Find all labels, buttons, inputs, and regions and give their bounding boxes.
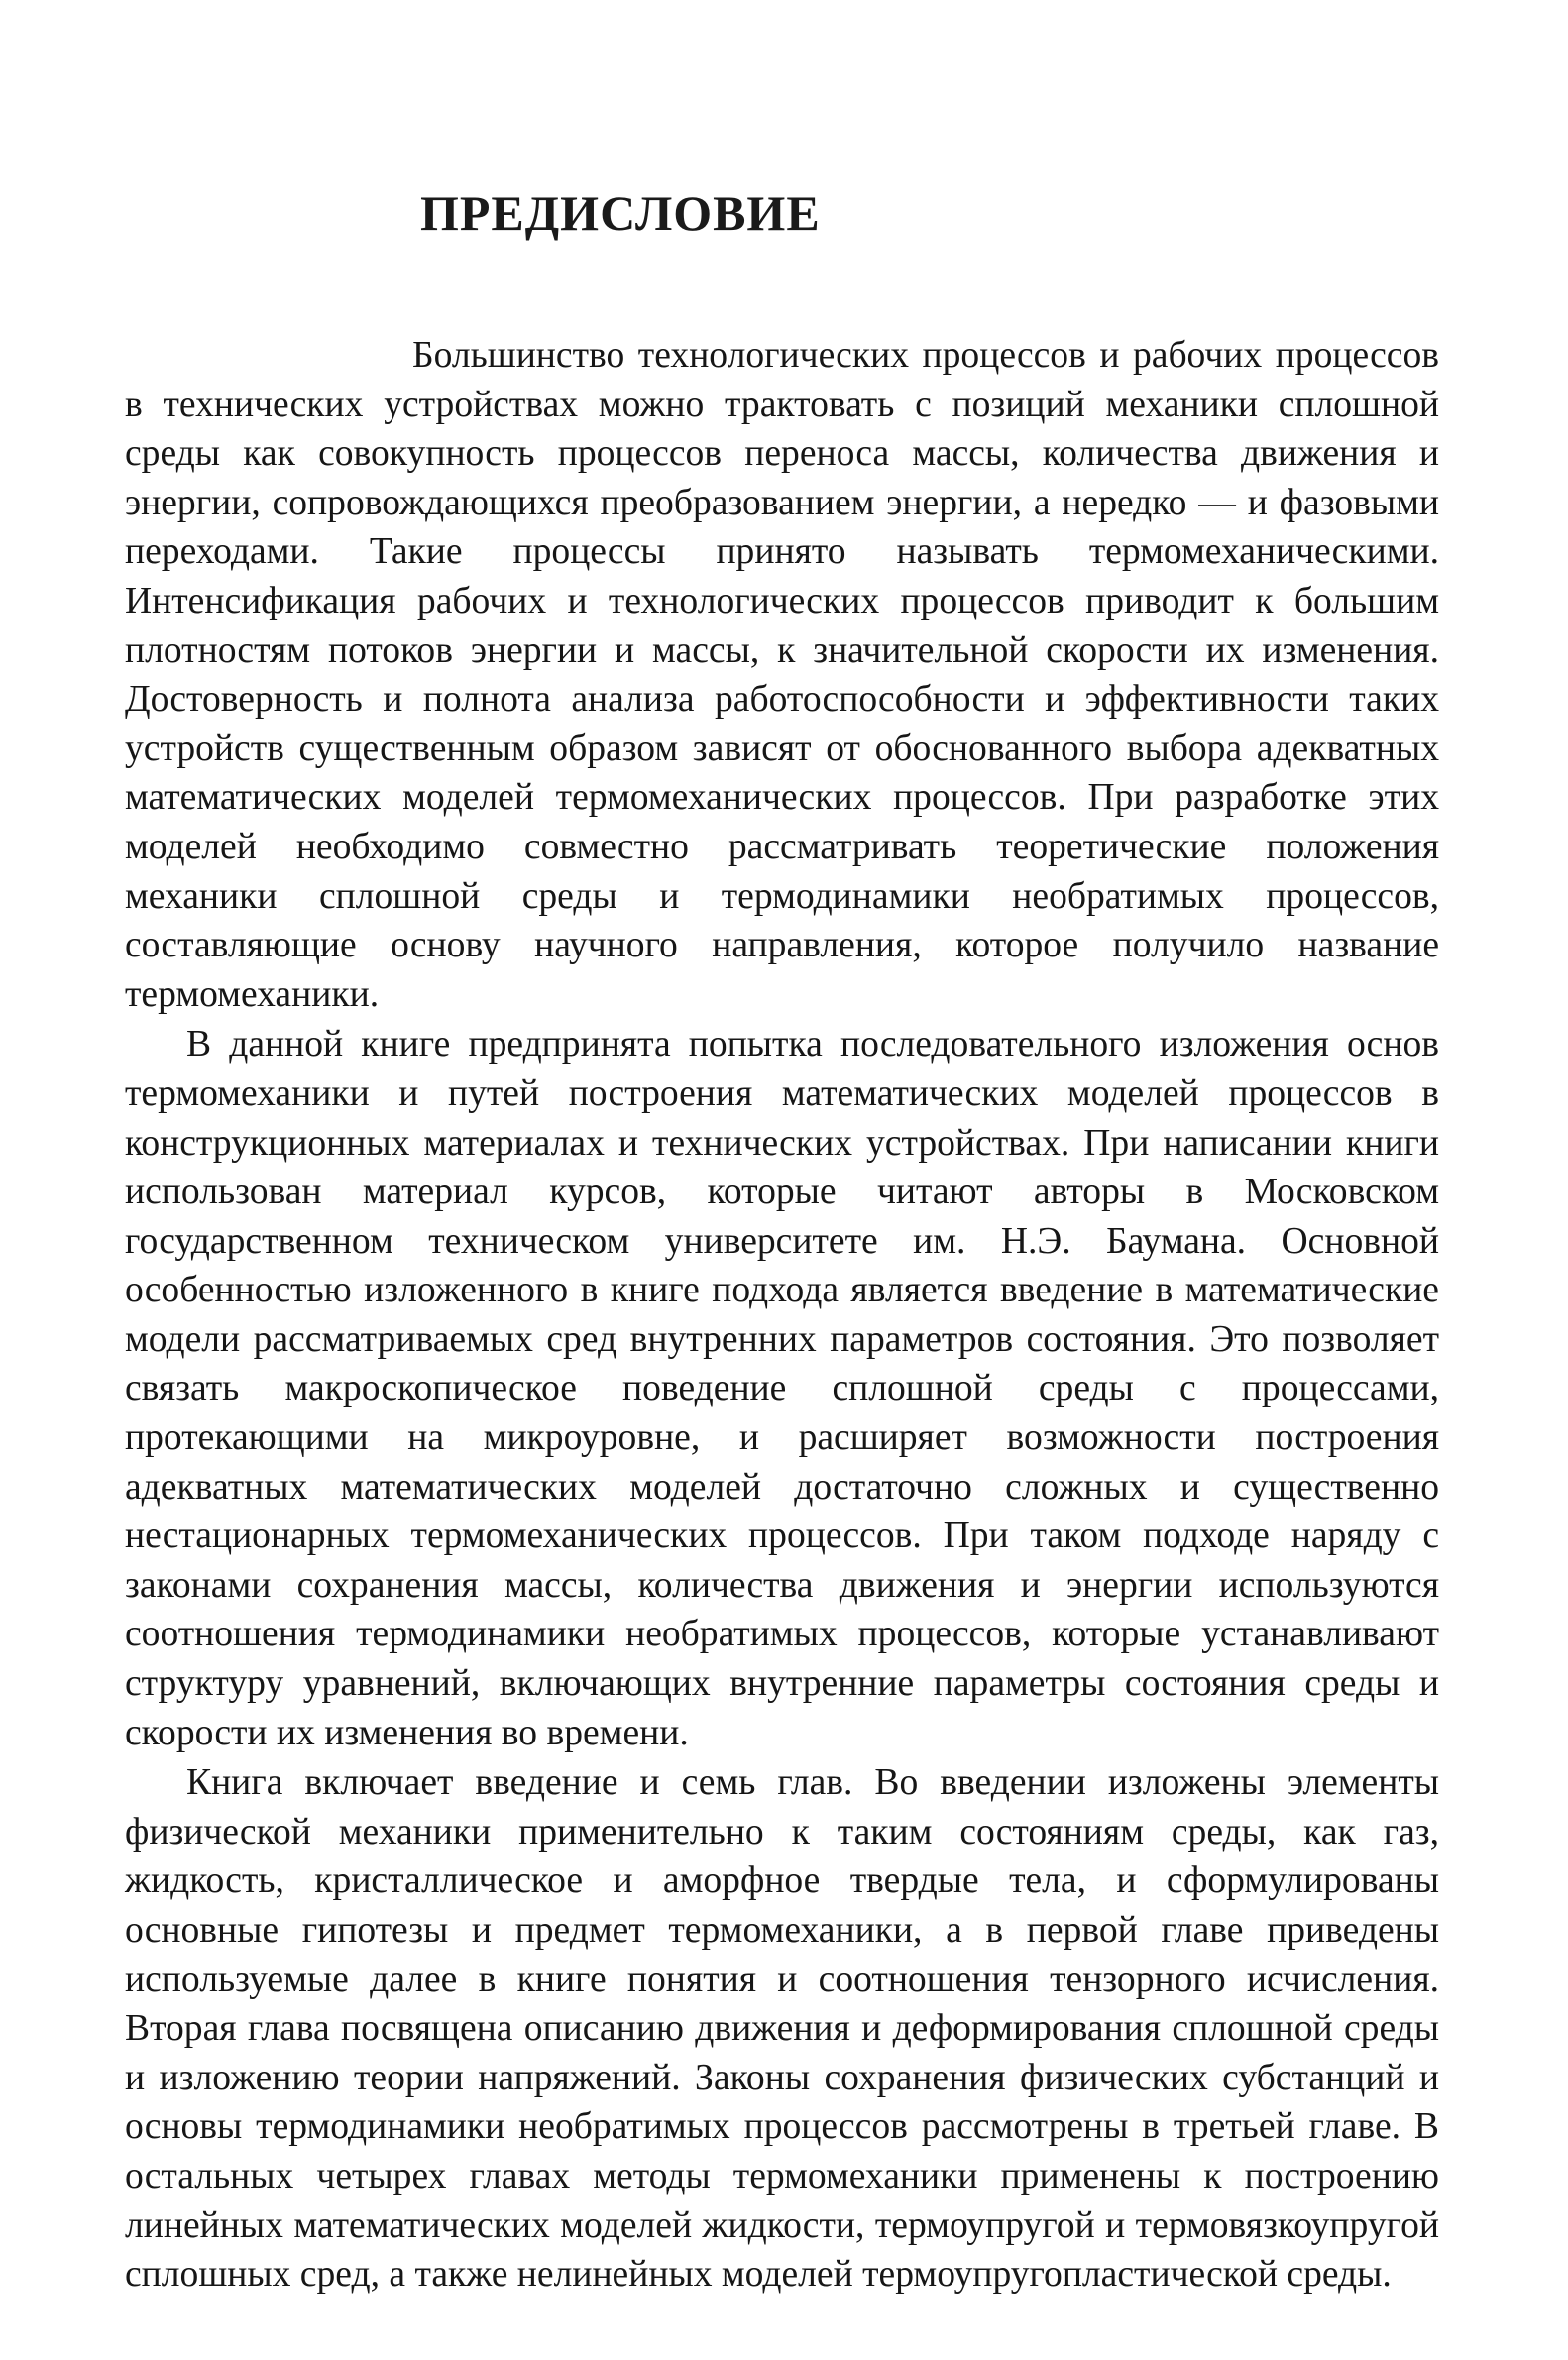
paragraph-3: Книга включает введение и семь глав. Во введении изложены элементы физической механики применительно к таким состояниям среды, как газ, жидкость, кристаллическое и аморфное твердые тела, и сформулированы основные гипотезы и предмет термомеханики, а в первой главе приведены используемые далее в книге понятия и соотношения тензорного исчисления. Вторая глава посвящена описанию движения и деформирования сплошной среды и изложению теории напряжений. Законы сохранения физических субстанций и основы термодинамики необратимых процессов рассмотрены в третьей главе. В остальных четырех главах методы термомеханики применены к построению линейных математических моделей жидкости, термоупругой и термовязкоупругой сплошных сред, а также нелинейных моделей термоупругопластической среды.: [125, 1762, 1439, 2296]
paragraph-2: В данной книге предпринята попытка последовательного изложения основ термомеханики и путей построения математических моделей процессов в конструкционных материалах и технических устройствах. При написании книги использован материал курсов, которые читают авторы в Московском государственном техническом университете им. Н.Э. Баумана. Основной особенностью изложенного в книге подхода является введение в математические модели рассматриваемых сред внутренних параметров состояния. Это позволяет связать макроскопическое поведение сплошной среды с процессами, протекающими на микроуровне, и расширяет возможности построения адекватных математических моделей достаточно сложных и существенно нестационарных термомеханических процессов. При таком подходе наряду с законами сохранения массы, количества движения и энергии используются соотношения термодинамики необратимых процессов, которые устанавливают структуру уравнений, включающих внутренние параметры состояния среды и скорости их изменения во времени.: [125, 1024, 1439, 1753]
page-title: ПРЕДИСЛОВИЕ: [420, 185, 821, 241]
preface-body: [125, 331, 1439, 2300]
paragraph-1: Большинство технологических процессов и рабочих процессов в технических устройствах можно трактовать с позиций механики сплошной среды как совокупность процессов переноса массы, количества движения и энергии, сопровождающихся преобразованием энергии, а нередко — и фазовыми переходами. Такие процессы принято называть термомеханическими. Интенсификация рабочих и технологических процессов приводит к большим плотностям потоков энергии и массы, к значительной скорости их изменения. Достоверность и полнота анализа работоспособности и эффективности таких устройств существенным образом зависят от обоснованного выбора адекватных математических моделей термомеханических процессов. При разработке этих моделей необходимо совместно рассматривать теоретические положения механики сплошной среды и термодинамики необратимых процессов, составляющие основу научного направления, которое получило название термомеханики.: [125, 335, 1439, 1015]
